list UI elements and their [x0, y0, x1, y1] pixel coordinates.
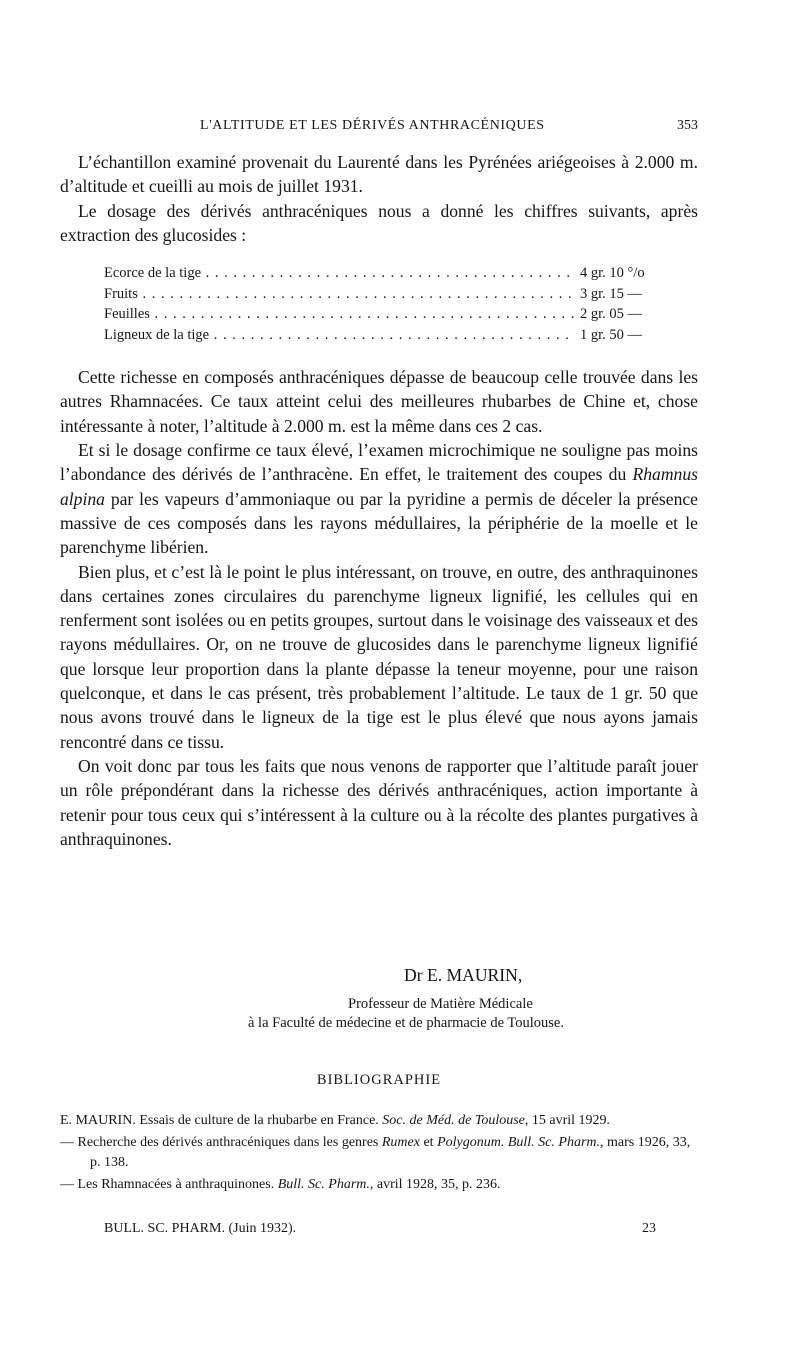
bib-text: — Les Rhamnacées à anthraquinones. [60, 1177, 278, 1192]
page-number: 353 [677, 118, 698, 133]
journal-citation: BULL. SC. PHARM. (Juin 1932). [104, 1221, 297, 1236]
table-row [104, 284, 652, 305]
signature-block [60, 965, 698, 1032]
paragraph-1: L’échantillon examiné provenait du Laurenté dans les Pyrénées ariégeoises à 2.000 m. d’altitude et cueilli au mois de juillet 1931. [60, 152, 698, 197]
table-row [104, 325, 652, 346]
author-name: Dr E. MAURIN, [404, 965, 523, 985]
bib-text: , 15 avril 1929. [524, 1113, 611, 1128]
row-value: 2 gr. 05 — [580, 306, 643, 323]
paragraph-2: Le dosage des dérivés anthracéniques nous a donné les chiffres suivants, après extraction des glucosides : [60, 200, 698, 245]
bib-journal: Polygonum. Bull. Sc. Pharm. [437, 1135, 600, 1150]
table-row [104, 304, 652, 325]
page-footer [104, 1221, 656, 1241]
results-table [104, 263, 652, 345]
bib-journal: Bull. Sc. Pharm. [277, 1177, 370, 1192]
bib-text: , mars 1926, 33, p. 138. [90, 1135, 691, 1170]
bib-text: E. MAURIN. Essais de culture de la rhubarbe en France. [60, 1113, 383, 1128]
row-label: Ligneux de la tige . . . [104, 325, 574, 346]
row-value: 1 gr. 50 — [580, 326, 643, 343]
running-head [60, 118, 698, 142]
row-label: Fruits . . . [104, 284, 574, 305]
bib-text: , avril 1928, 35, p. 236. [369, 1177, 501, 1192]
bib-text: et [419, 1135, 438, 1150]
row-value: 4 gr. 10 °/o [580, 265, 645, 282]
paragraph-4-text-b: par les vapeurs d’ammoniaque ou par la pyridine a permis de déceler la présence massive de ces composés dans les rayons médullaires, la périphérie de la moelle et le parenchyme libérien. [60, 488, 698, 558]
bibliography-entry [60, 1111, 698, 1131]
paragraph-4-text-a: Et si le dosage confirme ce taux élevé, l’examen microchimique ne souligne pas moins l’abondance des dérivés de l’anthracène. En effet, le traitement des coupes du [60, 440, 698, 485]
bibliography-list [60, 1111, 698, 1197]
table-row [104, 263, 652, 284]
running-title: L'ALTITUDE ET LES DÉRIVÉS ANTHRACÉNIQUES [200, 118, 545, 133]
author-institution: à la Faculté de médecine et de pharmacie de Toulouse. [248, 1015, 564, 1031]
bibliography-entry [60, 1175, 698, 1195]
row-label: Feuilles . . . [104, 304, 574, 325]
bibliography-heading: BIBLIOGRAPHIE [316, 1072, 442, 1088]
row-value: 3 gr. 15 — [580, 285, 643, 302]
bibliography-entry [60, 1133, 698, 1173]
paragraph-5: Bien plus, et c’est là le point le plus intéressant, on trouve, en outre, des anthraquinones dans certaines zones circulaires du parenchyme ligneux lignifié, les cellules qui en renferment sont isolées ou en petits groupes, surtout dans le voisinage des vaisseaux et des rayons médullaires. Or, on ne trouve de glucosides dans le parenchyme ligneux lignifié que lorsque leur proportion dans la plante dépasse la teneur moyenne, pour une raison quelconque, et dans le cas présent, très probablement l’altitude. Le taux de 1 gr. 50 que nous avons trouvé dans le ligneux de la tige est le plus élevé que nous ayons jamais rencontré dans ce tissu. [60, 561, 698, 752]
paragraph-6: On voit donc par tous les faits que nous venons de rapporter que l’altitude paraît jouer un rôle prépondérant dans la richesse des dérivés anthracéniques, action importante à retenir pour tous ceux qui s’intéressent à la culture ou à la récolte des plantes purgatives à anthraquinones. [60, 755, 698, 849]
article-body [60, 150, 698, 851]
bib-genus: Rumex [381, 1135, 420, 1150]
row-label: Ecorce de la tige . . . [104, 263, 574, 284]
paragraph-3: Cette richesse en composés anthracéniques dépasse de beaucoup celle trouvée dans les autres Rhamnacées. Ce taux atteint celui des meilleures rhubarbes de Chine et, chose intéressante à noter, l’altitude à 2.000 m. est la même dans ces 2 cas. [60, 367, 698, 436]
bib-journal: Soc. de Méd. de Toulouse [382, 1113, 525, 1128]
author-title: Professeur de Matière Médicale [348, 996, 533, 1012]
paragraph-4 [60, 438, 698, 559]
signature-mark: 23 [642, 1221, 656, 1236]
bib-text: — Recherche des dérivés anthracéniques dans les genres [60, 1135, 382, 1150]
species-name: Rhamnus alpina [60, 464, 698, 509]
